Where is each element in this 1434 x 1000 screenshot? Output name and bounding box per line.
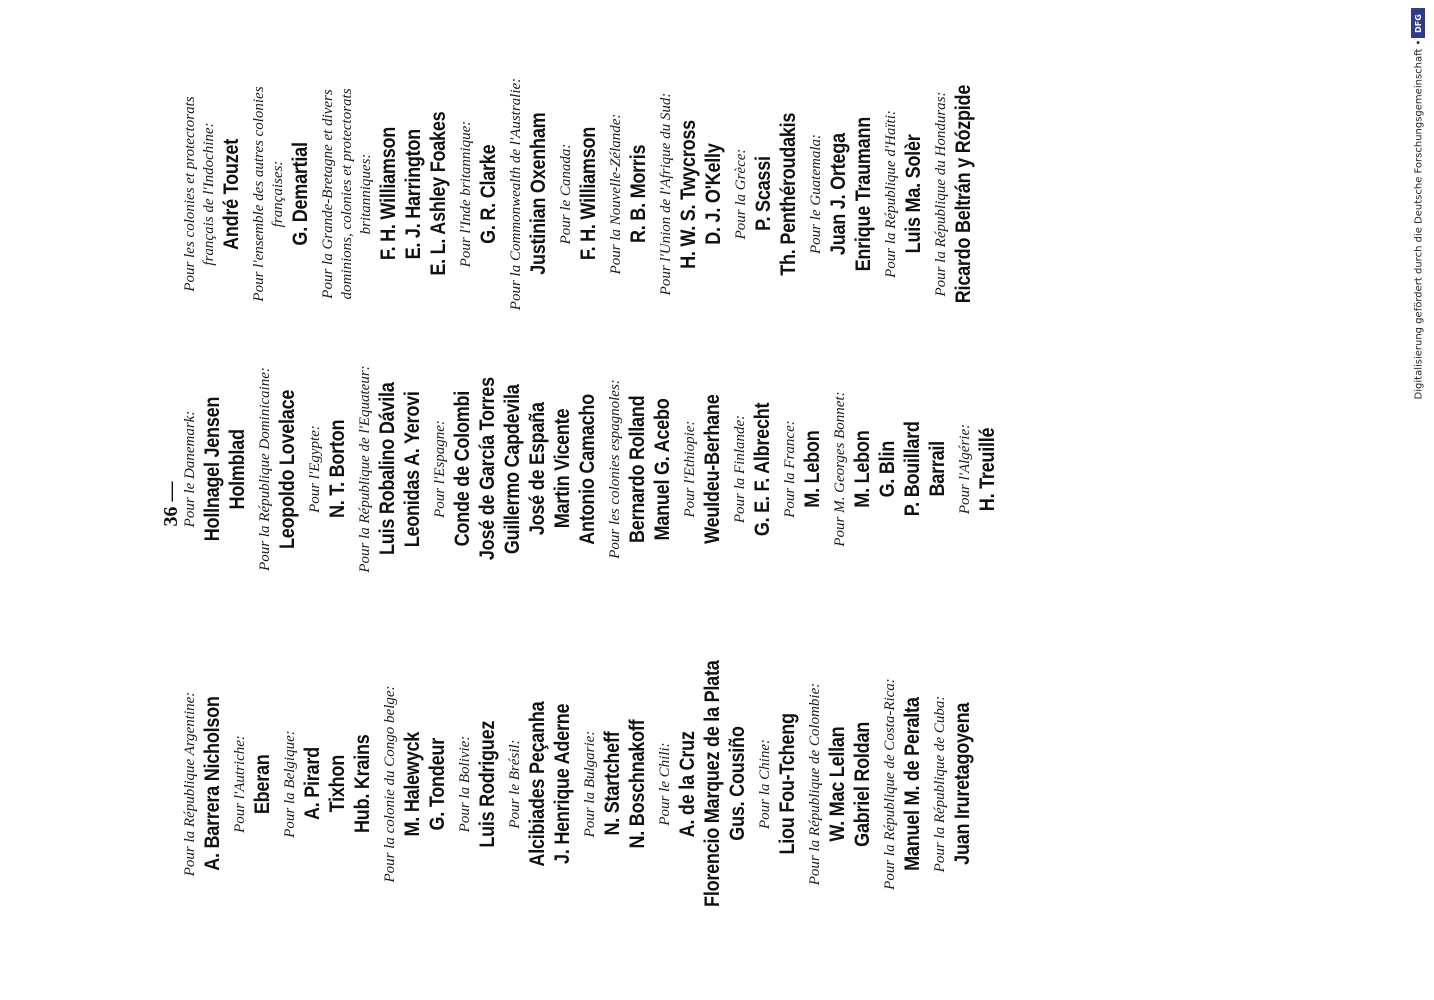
country-label: Pour la Bulgarie: — [582, 730, 598, 838]
country-label: Pour la France: — [782, 420, 798, 518]
signatory-name: Eberan — [251, 754, 274, 814]
signatory-name: N. Startcheff — [601, 731, 624, 837]
signatory-group — [250, 86, 313, 301]
signatory-group — [507, 78, 551, 310]
signatory-group — [656, 641, 750, 928]
country-label: Pour la Commonwealth de l'Australie: — [508, 77, 524, 311]
signatory-name: N. T. Borton — [326, 419, 349, 519]
scanned-page — [151, 24, 1111, 984]
country-label: Pour la Grande-Bretagne et divers dominions, colonies et protectorats britanniques: — [320, 88, 374, 300]
country-label: Pour l'Egypte: — [307, 425, 323, 513]
signatory-name: A. Barrera Nicholson — [201, 696, 224, 872]
signatory-name: Weuldeu-Berhane — [701, 394, 724, 544]
signatory-group — [431, 363, 600, 576]
signatory-group — [607, 114, 651, 275]
country-label: Pour M. Georges Bonnet: — [832, 391, 848, 547]
country-label: Pour l'Algérie: — [957, 423, 973, 515]
signatory-name: Luis Ma. Solèr — [902, 134, 925, 254]
signatory-name: Gabriel Roldan — [851, 721, 874, 847]
signatory-name: W. Mac Lellan — [826, 726, 849, 842]
signatory-name: Barrail — [926, 441, 949, 497]
signatory-column-3 — [181, 44, 982, 344]
country-label: Pour la Finlande: — [732, 414, 748, 524]
country-label: Pour l'Espagne: — [432, 420, 448, 518]
country-label: Pour l'Union de l'Afrique du Sud: — [658, 92, 674, 296]
signatory-name: Juan J. Ortega — [827, 133, 850, 255]
signatory-name: José de España — [526, 402, 549, 536]
signatory-name: G. Tondeur — [426, 737, 449, 831]
signatory-name: Liou Fou-Tcheng — [776, 713, 799, 855]
signatory-group — [931, 690, 975, 878]
signatory-name: A. Pirard — [301, 747, 324, 821]
signatory-name: E. L. Ashley Foakes — [427, 111, 450, 277]
signatory-name: Martin Vicente — [551, 409, 574, 529]
signatory-name: Tixhon — [326, 755, 349, 813]
signatory-group — [506, 688, 575, 880]
signatory-group — [581, 709, 650, 859]
signatory-name: J. Henrique Aderne — [551, 703, 574, 865]
signatory-group — [356, 365, 425, 572]
signatory-name: Gus. Cousiño — [726, 726, 749, 842]
signatory-name: H. W. S. Twycross — [677, 119, 700, 269]
signatory-name: P. Bouillard — [901, 421, 924, 517]
signatory-name: G. E. F. Albrecht — [751, 402, 774, 536]
signatory-name: Guillermo Capdevila — [501, 384, 524, 554]
signatory-name: Juan Iruretagoyena — [951, 703, 974, 865]
signatory-name: Manuel G. Acebo — [651, 398, 674, 540]
signatory-name: R. B. Morris — [627, 144, 650, 244]
country-label: Pour la République Dominicaine: — [257, 367, 273, 571]
signatory-group — [281, 727, 375, 842]
country-label: Pour les colonies espagnoles: — [607, 379, 623, 559]
signatory-group — [457, 121, 501, 268]
signatory-group — [882, 110, 926, 278]
signatory-name: N. Boschnakoff — [626, 719, 649, 849]
signatory-name: Th. Penthéroudakis — [777, 112, 800, 276]
signatory-group — [557, 117, 601, 272]
country-label: Pour la République de l'Equateur: — [357, 365, 373, 573]
signatory-group — [181, 385, 250, 553]
signatory-name: E. J. Harrington — [402, 128, 425, 260]
signatory-group — [306, 412, 350, 526]
digitization-credit: Digitalisierung gefördert durch die Deutsche Forschungsgemeinschaft • — [1413, 39, 1425, 399]
signatory-group — [231, 735, 275, 833]
signatory-name: Hollnagel Jensen — [201, 396, 224, 542]
country-label: Pour la République du Honduras: — [933, 91, 949, 297]
signatory-group — [731, 391, 775, 546]
signatory-name: G. R. Clarke — [477, 144, 500, 244]
signatory-group — [732, 99, 801, 288]
country-label: Pour le Danemark: — [182, 410, 198, 528]
signatory-name: H. Treuillé — [976, 427, 999, 511]
country-label: Pour la République de Cuba: — [932, 695, 948, 873]
signatory-group — [831, 391, 950, 546]
country-label: Pour la République Argentine: — [182, 691, 198, 877]
country-label: Pour l'Autriche: — [232, 735, 248, 833]
signatory-name: M. Lebon — [851, 430, 874, 508]
signatory-group — [181, 96, 244, 291]
country-label: Pour la Nouvelle-Zélande: — [608, 113, 624, 275]
country-label: Pour le Chili: — [657, 742, 673, 826]
signatory-group — [456, 710, 500, 857]
signatory-name: André Touzet — [220, 138, 243, 250]
country-label: Pour la Chine: — [757, 739, 773, 829]
signatory-name: F. H. Williamson — [377, 127, 400, 261]
signatory-name: G. Blin — [876, 440, 899, 498]
dfg-logo: DFG — [1411, 8, 1425, 38]
signatory-name: Manuel M. de Peralta — [901, 697, 924, 871]
signatory-name: Leonidas A. Yerovi — [401, 391, 424, 547]
signatory-name: Alcibiades Peçanha — [526, 701, 549, 867]
country-label: Pour le Guatemala: — [808, 134, 824, 254]
signatory-name: D. J. O'Kelly — [702, 143, 725, 245]
digitization-sidebar — [1406, 6, 1432, 399]
signatory-group — [181, 683, 225, 886]
signatory-name: A. de la Cruz — [676, 730, 699, 838]
country-label: Pour la République de Colombie: — [807, 682, 823, 886]
signatory-group — [932, 67, 976, 321]
signatory-name: Florencio Marquez de la Plata — [701, 660, 724, 908]
signatory-group — [681, 382, 725, 556]
country-label: Pour la République d'Haïti: — [883, 110, 899, 278]
country-label: Pour l'ensemble des autres colonies françaises: — [251, 86, 286, 302]
signatory-name: Justinian Oxenham — [527, 112, 550, 276]
signatory-name: Antonio Camacho — [576, 393, 599, 545]
country-label: Pour la République de Costa-Rica: — [882, 678, 898, 890]
signatory-group — [381, 685, 450, 882]
signatory-group — [256, 367, 300, 571]
signatory-group — [806, 683, 875, 885]
signatory-name: F. H. Williamson — [577, 127, 600, 261]
signatory-group — [606, 379, 675, 559]
country-label: Pour l'Ethiopie: — [682, 420, 698, 518]
signatory-group — [756, 702, 800, 866]
signatory-name: Bernardo Rolland — [626, 395, 649, 543]
country-label: Pour la Belgique: — [282, 730, 298, 838]
country-label: Pour la Grèce: — [733, 148, 749, 240]
signatory-group — [319, 88, 451, 299]
country-label: Pour les colonies et protectorats français de l'Indochine: — [182, 96, 217, 292]
signatory-name: Luis Rodriguez — [476, 720, 499, 848]
page-number: 36 — [160, 506, 182, 527]
country-label: Pour la Bolivie: — [457, 735, 473, 833]
signatory-name: Conde de Colombi — [451, 391, 474, 547]
signatory-group — [807, 104, 876, 284]
signatory-name: Enrique Traumann — [852, 116, 875, 272]
header-dash: — — [160, 481, 182, 502]
signatory-name: G. Demartial — [289, 142, 312, 246]
signatory-group — [781, 420, 825, 517]
signatory-column-2 — [181, 319, 1006, 619]
signatory-name: M. Halewyck — [401, 731, 424, 837]
signatory-group — [881, 678, 925, 890]
signatory-column-1 — [181, 634, 981, 934]
signatory-name: Luis Robalino Dávila — [376, 382, 399, 556]
signatory-name: José de García Torres — [476, 377, 499, 561]
signatory-name: P. Scassi — [752, 156, 775, 232]
signatory-name: Leopoldo Lovelace — [276, 389, 299, 549]
signatory-name: Ricardo Beltrán y Rózpide — [952, 84, 975, 304]
signatory-name: Hub. Krains — [351, 734, 374, 834]
rotated-content — [151, 24, 1111, 984]
country-label: Pour la colonie du Congo belge: — [382, 685, 398, 883]
country-label: Pour le Canada: — [558, 143, 574, 245]
signatory-name: Holmblad — [226, 428, 249, 510]
country-label: Pour le Brésil: — [507, 739, 523, 829]
signatory-name: M. Lebon — [801, 430, 824, 508]
signatory-group — [956, 420, 1000, 517]
signatory-group — [657, 93, 726, 296]
country-label: Pour l'Inde britannique: — [458, 120, 474, 268]
